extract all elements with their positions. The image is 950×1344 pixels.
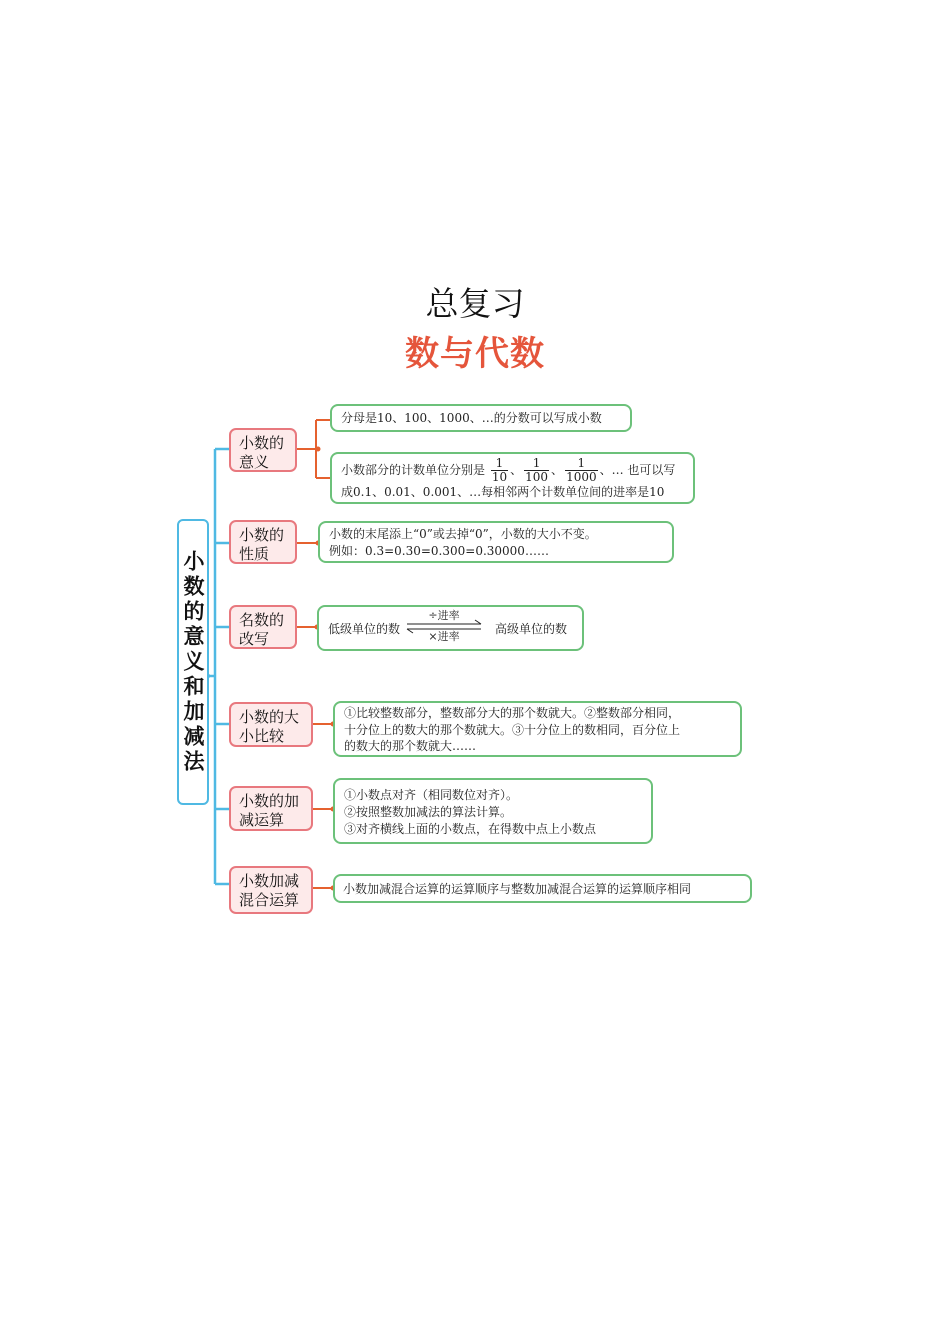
topic-line: 小数的大 <box>239 708 300 726</box>
topic-line: 小数的 <box>239 434 285 452</box>
detail-text: 小数部分的计数单位分别是 <box>341 463 486 477</box>
detail-mixed <box>333 874 752 903</box>
topic-rewrite <box>229 605 297 649</box>
topic-compare <box>229 702 313 747</box>
root-label: 小数的意义和加减法 <box>181 549 205 775</box>
detail-text: 十分位上的数大的那个数就大。③十分位上的数相同，百分位上 <box>344 722 681 737</box>
detail-text: ①小数点对齐（相同数位对齐）。 <box>344 788 519 802</box>
topic-line: 混合运算 <box>239 891 300 909</box>
arrow-label-top: ÷进率 <box>428 609 460 622</box>
conversion-arrows <box>405 610 483 642</box>
detail-text: 成0.1、0.01、0.001、…每相邻两个计数单位间的进率是10 <box>341 485 665 499</box>
topic-property <box>229 520 297 564</box>
detail-text: ②按照整数加减法的算法计算。 <box>344 805 513 819</box>
detail-text: 例如：0.3=0.30=0.300=0.30000…… <box>329 544 549 558</box>
detail-text: ③对齐横线上面的小数点，在得数中点上小数点 <box>344 822 597 836</box>
page-subtitle: 数与代数 <box>405 334 545 374</box>
detail-text: 小数的末尾添上“0”或去掉“0”，小数的大小不变。 <box>329 527 597 541</box>
topic-addsub <box>229 786 313 831</box>
topic-line: 意义 <box>239 453 270 471</box>
fraction-denominator: 10 <box>491 470 508 484</box>
separator: 、 <box>551 463 564 477</box>
detail-meaning-1 <box>330 404 632 432</box>
rewrite-right: 高级单位的数 <box>495 622 568 636</box>
detail-rewrite <box>317 605 584 651</box>
fraction-denominator: 100 <box>525 470 549 484</box>
detail-text: 分母是10、100、1000、…的分数可以写成小数 <box>341 411 602 425</box>
topic-line: 小数的加 <box>239 792 300 810</box>
detail-line <box>341 457 684 484</box>
detail-property <box>318 521 674 563</box>
topic-mixed <box>229 866 313 914</box>
page-title: 总复习 <box>425 284 525 323</box>
fraction <box>565 457 598 484</box>
topic-line: 性质 <box>239 545 270 563</box>
detail-text: 小数加减混合运算的运算顺序与整数加减混合运算的运算顺序相同 <box>343 882 692 896</box>
topic-meaning <box>229 428 297 472</box>
detail-meaning-2 <box>330 452 695 504</box>
fraction-numerator: 1 <box>491 457 508 471</box>
detail-text: 的数大的那个数就大…… <box>344 739 477 753</box>
fraction-numerator: 1 <box>565 457 598 471</box>
topic-line: 小数加减 <box>239 872 300 890</box>
root-node <box>177 519 209 805</box>
fraction-numerator: 1 <box>524 457 549 471</box>
detail-text: ①比较整数部分，整数部分大的那个数就大。②整数部分相同， <box>344 706 681 720</box>
rewrite-left: 低级单位的数 <box>328 622 401 636</box>
fraction <box>491 457 508 484</box>
fraction-denominator: 1000 <box>566 470 597 484</box>
fraction <box>524 457 549 484</box>
separator: 、 <box>510 463 523 477</box>
topic-line: 小比较 <box>239 727 285 745</box>
detail-text: 、… 也可以写 <box>599 463 676 477</box>
detail-compare <box>333 701 742 757</box>
topic-line: 小数的 <box>239 526 285 544</box>
topic-line: 减运算 <box>239 811 285 829</box>
topic-line: 名数的 <box>239 611 285 629</box>
arrow-label-bottom: ×进率 <box>428 630 460 643</box>
topic-line: 改写 <box>239 630 270 648</box>
detail-addsub <box>333 778 653 844</box>
